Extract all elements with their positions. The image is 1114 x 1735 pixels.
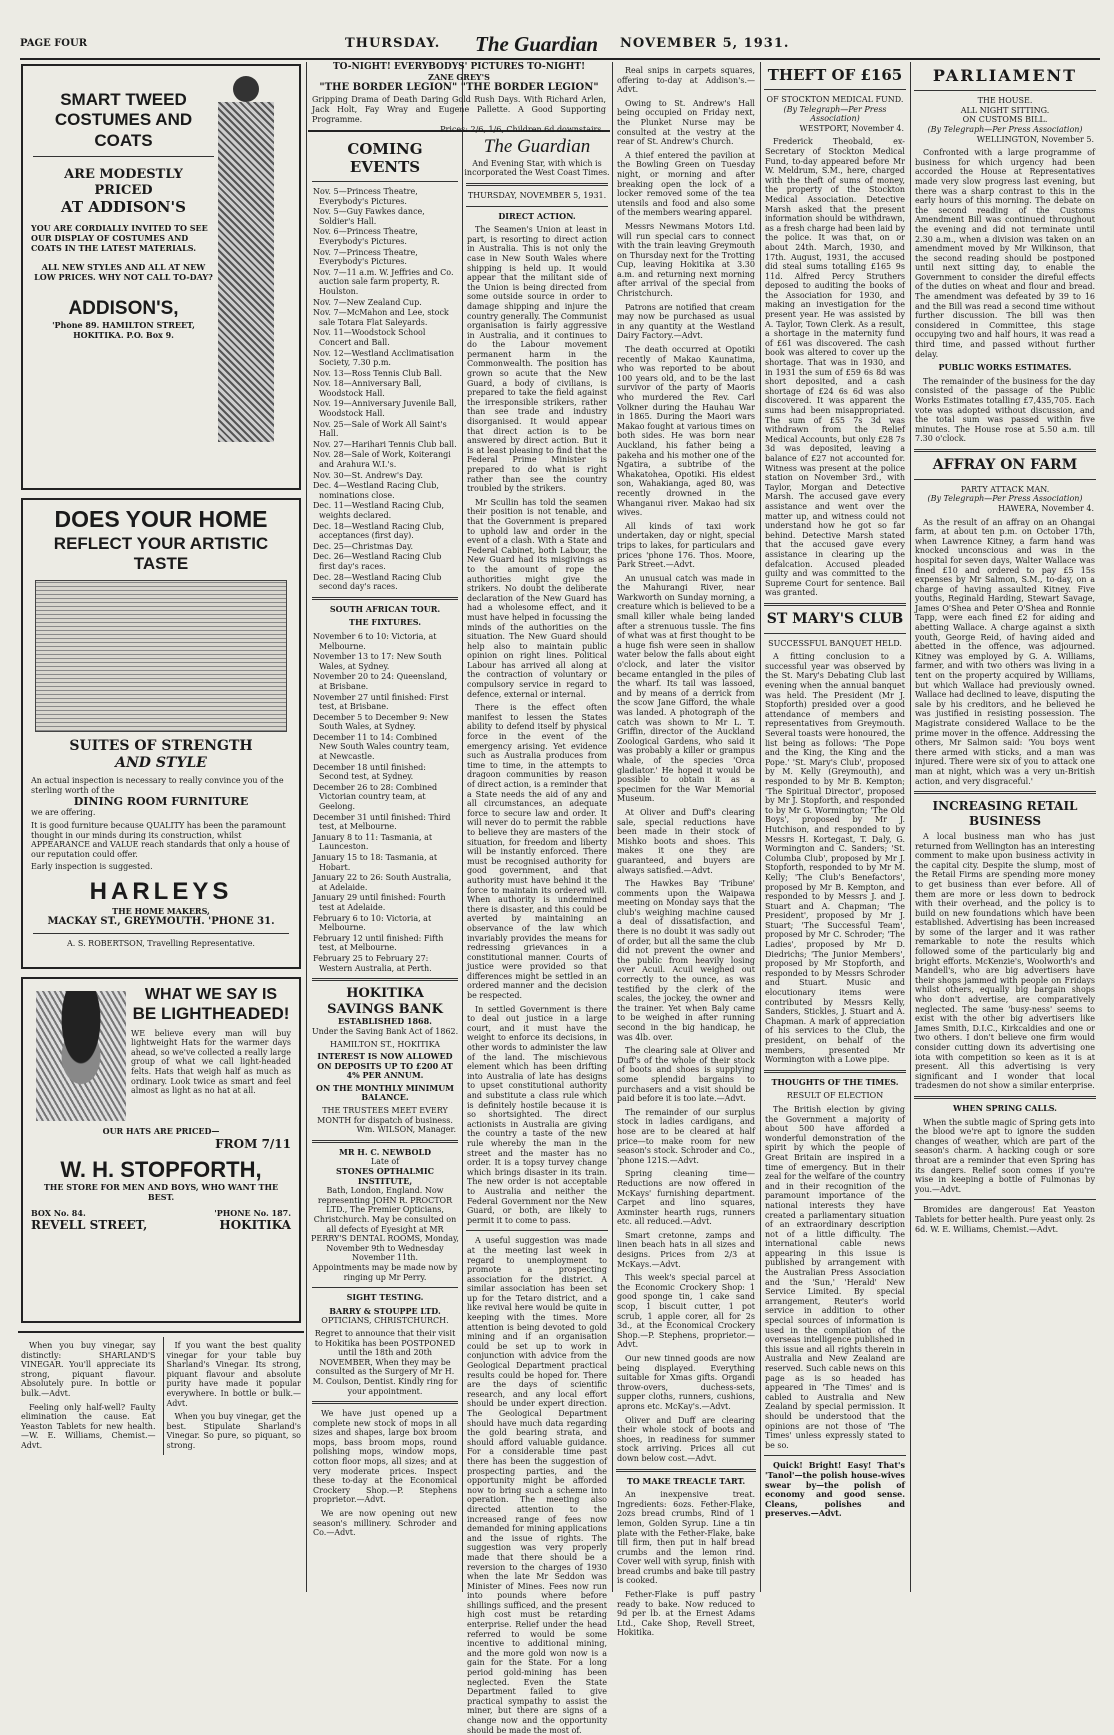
ad-body: WE believe every man will buy lightweight Hats for the warmer days ahead, so we've collected a really large group of what we call light-headed felts. Hats that weigh half as much as ordinary. Look twice as smart and feel almost as light as no hat at all. [131,1028,291,1096]
column-rule [910,62,911,1592]
stopforth-phone: 'PHONE No. 187. [214,1207,291,1218]
stopforth-tagline: THE STORE FOR MEN AND BOYS, WHO WANT THE BEST. [43,1182,279,1202]
st-marys-subheading: SUCCESSFUL BANQUET HELD. [768,638,902,648]
masthead-day: THURSDAY. [345,36,441,51]
ad-line: PRICED [94,182,153,198]
masthead [20,32,1100,60]
ad-title: WHAT WE SAY IS [144,986,278,1003]
event-item: Nov. 27—Harihari Tennis Club ball. [313,439,457,449]
fixture-item: November 13 to 17: New South Wales, at Sydney. [313,652,442,671]
telegraph-credit: (By Telegraph—Per Press Association) [927,124,1083,134]
ad-price-line: OUR HATS ARE PRICED— [102,1126,220,1136]
telegraph-credit: (By Telegraph—Per Press Association) [927,494,1083,504]
optic-institute: STONES OPTHALMIC INSTITUTE, [336,1166,434,1186]
bank-interest: INTEREST IS NOW ALLOWED ON DEPOSITS UP TO £200 AT 4% PER ANNUM. [317,1051,453,1081]
small-ad: If you want the best quality vinegar for your table buy Sharland's Vinegar. Its strong, piquant flavour and absolute purity have made it popular everywhere. In bottle or bulk.—Advt. [166,1341,301,1408]
sight-testing-heading: SIGHT TESTING. [346,1292,424,1303]
news-item: Messrs Newmans Motors Ltd. will run special cars to connect with the train leaving Greymouth on Thursday next for the Trotting Cup, leaving Hokitika at 3.30 a.m. and returning next morning after arrival of the special from Christchurch. [617,221,755,299]
column-events [310,132,460,1590]
editorial-paragraph: In settled Government is there to deal out justice in a large court, and it must have the weight to enforce its decisions, in other words to administer the law of the land. The mischievous element which has been drifting into Australia of late has designs to upset constitutional authority and substitute a class rule which is definitely hostile because it is so shortsighted. The direct actionists in Australia are giving the country a taste of the new rule whereby the man in the street and the master has no order. It is a topsy turvey change which brings disaster in its train. The new order is not acceptable to Australia and neither the Federal Government nor the New Guard, or both, are likely to permit it to come to pass. [467,1004,607,1225]
dateline: WELLINGTON, November 5. [976,134,1094,144]
news-item: Our new tinned goods are now being displayed. Everything suitable for Xmas gifts. Organdi throw-overs, duchess-sets, supper cloths, runners, cushions, aprons etc. McKay's.—Advt. [617,1354,755,1411]
parliament-sub: ON CUSTOMS BILL. [962,115,1048,125]
ad-body: ALL NEW STYLES AND ALL AT NEW LOW PRICES. WHY NOT CALL TO-DAY? [34,262,213,282]
ad-subtitle: DINING ROOM FURNITURE [73,795,249,809]
event-item: Nov. 30—St. Andrew's Day. [313,470,423,480]
ad-line: AT ADDISON'S [61,198,186,217]
bank-established: ESTABLISHED 1868. [338,1016,432,1027]
editorial-paragraph: A useful suggestion was made at the meeting last week in regard to unemployment to promote a prospecting association for the district. A similar association has been set up for the Tetaro district, and a like revival here would be quite in keeping with the times. More attention is being devoted to gold mining and if an organisation could be set up to work in conjunction with advice from the Geological Department practical results could be hoped for. There are the days of scientific research, and any local effort should be under expert direction. The Geological Department should have much data regarding the gold bearing strata, and should afford valuable guidance. For a considerable time past there has been the suggestion of prospecting parties, and the opportunity might be afforded now to bring such a scheme into operation. The meeting also directed attention to the increased range of fees now demanded for mining applications and the issue of rights. The suggestion was very properly made that there should be a reversion to the charges of 1930 when the late Mr Seddon was Minister of Mines. Fees now run into pounds where before shillings sufficed, and the present high cost must be retarding enterprise. Relief under the head referred to would be some incentive to additional mining, and the more gold won now is a gain for the State. For a long period gold-mining has been neglected. Even the State Department failed to give practical sympathy to assist the miner, but there are signs of a change now and the opportunity should be made the most of. [467,1236,607,1735]
news-item: An unusual catch was made in the Mahurangi River, near Warkworth on Sunday morning, a creature which is believed to be a small killer whale being landed after a strenuous tussle. The fins of what was at first thought to be a huge fish were seen in shallow water below the falls about eight o'clock, and later the visitor became entangled in the piles of the wharf. Its tail was lassoed, and by means of a derrick from the scow Jane Gifford, the whale was landed. A photograph of the catch was shown to Mr L. T. Griffin, director of the Auckland Zoological Gardens, who said it was probably a killer or grampus whale, of the species 'Orca gladiator.' He hoped it would be possible to obtain it as a specimen for the War Memorial Museum. [617,573,755,804]
ad-body: It is good furniture because QUALITY has been the paramount thought in our minds during its construction, whilst APPEARANCE and VALUE reach standards that only a house of our reputation could offer. [31,820,290,859]
sight-body: Regret to announce that their visit to Hokitika has been POSTPONED until the 18th and 20th NOVEMBER, When they may be consulted as the Surgery of Mr H. M. Coulson, Dentist. Kindly ring for your appointment. [312,1328,458,1396]
man-in-hat-illustration [31,985,131,1127]
sight-firm: BARRY & STOUPPE LTD. [329,1305,441,1316]
dining-room-illustration [35,580,287,732]
fixtures-heading: THE FIXTURES. [349,617,421,628]
page-number: PAGE FOUR [20,38,88,49]
ad-title: BE LIGHTHEADED! [132,1004,290,1024]
news-item: The Hawkes Bay 'Tribune' comments upon the Waipawa meeting on Monday says that the club's weighing machine caused a deal of dissatisfaction, and there is no doubt it was sadly out of order, but all the same the club did not prevent the owner and the public from heavily losing over Acuil. Acuil weighed out correctly to the ounce, as was testified by the clerk of the scales, the jockey, the owner and the trainer. Yet when Baly came to be weighed in after running second in the big handicap, he was 4lb. over. [617,879,755,1042]
works-heading: PUBLIC WORKS ESTIMATES. [938,362,1072,373]
editorial-paragraph: The Seamen's Union at least in part, is resorting to direct action in Australia. This is not only the case in New South Wales where shipping is held up. It would appear that the militant side of the Union is being directed from some outside source in order to damage shipping and injure the country generally. The Communist organisation is fairly aggressive in Australia, and it continues to do the Labour movement permanent harm in the Commonwealth. The position has grown so acute that the New Guard, a body of civilians, is prepared to take the field against the irresponsible strikers, rather than see trade and industry disorganised. It would appear that direct action is to be answered by direct action. But it is at least pleasing to find that the Federal Prime Minister is prepared to do what is right rather than see the country troubled by the strikers. [467,225,607,494]
column-local-news [614,62,758,1638]
stopforth-town: HOKITIKA [219,1218,291,1233]
event-item: Nov. 7—Princess Theatre, Everybody's Pictures. [313,247,418,267]
harleys-rep: A. S. ROBERTSON, Travelling Representative. [67,939,255,949]
spring-heading: WHEN SPRING CALLS. [953,1102,1057,1113]
parliament-sub: ALL NIGHT SITTING. [960,105,1050,115]
news-item: The remainder of our surplus stock in ladies cardigans, and hose are to be cleared at half price—to make room for new season's stock. Schroder and Co., 'phone 121S.—Advt. [617,1107,755,1165]
ad-line: ARE MODESTLY [64,167,183,183]
pictures-line: TO-NIGHT! EVERYBODYS' PICTURES TO-NIGHT! [332,62,586,72]
news-item: A thief entered the pavilion at the Bowling Green on Tuesday night, or morning and after breaking open the lock of a locker removed some of the tea utensils and food and also some of the members wearing apparel. [617,150,755,218]
fixture-item: January 29 until finished: Fourth test at Adelaide. [313,893,446,912]
stopforth-street: REVELL STREET, [31,1218,148,1233]
event-item: Dec. 11—Westland Racing Club, weights declared. [313,501,444,520]
event-item: Dec. 18—Westland Racing Club, acceptances (first day). [313,521,444,541]
harleys-address: MACKAY ST., GREYMOUTH. 'PHONE 31. [47,916,275,928]
fixture-item: December 5 to December 9: New South Wales, at Sydney. [313,712,449,732]
event-item: Nov. 5—Guy Fawkes dance, Soldier's Hall. [313,207,425,226]
spring-ad: When the subtle magic of Spring gets into the blood we're apt to ignore the sudden changes of weather, which are part of the season's charm. A hacking cough or sore throat are a reminder that even Spring has its dangers. Relief soon comes if you're wise in keeping a bottle of Fulmonas by you.—Advt. [915,1117,1095,1194]
news-item: Owing to St. Andrew's Hall being occupied on Friday next, the Plunket Nurse may be consulted at the vestry at the rear of St. Andrew's Church. [617,98,755,147]
news-item: The death occurred at Opotiki recently of Makao Kaunatima, who was reported to be about 100 years old, and to be the last survivor of the party of Maoris who murdered the Rev. Carl Volkner during the Hauhau War in 1865. During the Maori wars Makao fought at various times on both sides. He was born near Auckland, his father being a pakeha and his mother one of the Ngatira, a subtribe of the Whakatohea, Opotiki. His eldest son, Wahakianga, aged 80, was recently drowned in the Whanganui river. Makao had six wives. [617,345,755,518]
event-item: Nov. 12—Westland Acclimatisation Society, 7.30 p.m. [313,348,455,368]
st-marys-heading: ST MARY'S CLUB [766,610,904,627]
dateline: WESTPORT, November 4. [799,123,904,133]
bank-title: SAVINGS BANK [327,1001,443,1017]
fixture-item: December 11 to 14: Combined New South Wales country team, at Newcastle. [313,732,450,762]
parliament-heading: PARLIAMENT [932,66,1078,85]
editorial-logo: The Guardian [483,136,591,157]
editorial-subtitle: And Evening Star, with which is incorporated the West Coast Times. [464,158,610,178]
bank-trustees: THE TRUSTEES MEET EVERY MONTH for dispatch of business. [317,1106,453,1125]
fixtures-list [310,632,460,973]
millinery-notice: We are now opening out new season's millinery. Schroder and Co.—Advt. [313,1509,457,1538]
fixture-item: November 6 to 10: Victoria, at Melbourne. [313,631,437,651]
theft-story: Frederick Theobald, ex-Secretary of Stockton Medical Fund, to-day appeared before Mr W. Meldrum, S.M., here, charged with the theft of sums of money, the property of the Stockton Medical Association. Detective Marsh asked that the present information should be withdrawn, as a fresh charge had been laid by the police. It was that, on or about 24th. March, 1930, and 17th. August, 1931, the accused did steal sums totalling £165 9s 11d. Alfred Percy Struthers deposed to auditing the books of the Association for 1930, and making an investigation for the present year. He was assisted by A. Taylor, Town Clerk. As a result, a shortage in the maternity fund of £61 was discovered. The cash book was altered to cover up the shortage. That was in 1930, and in 1931 the sum of £59 6s 8d was short deposited, and a cash shortage of £24 6s 6d was also discovered. It was apparent the sums had been misappropriated. The sum of £55 7s 3d was withdrawn from the Relief Medical Accounts, but only £28 7s 3d was deposited, leaving a balance of £27 not accounted for. Witness was present at the police station on November 3rd., with Taylor, Morgan and Detective Marsh. The accused gave every assistance and went over the matter up, and witness could not understand how he got so far behind. Detective Marsh stated that the accused gave every assistance in clearing up the defalcation. Accused pleaded guilty and was committed to the Supreme Court for sentence. Bail was granted. [765,137,905,598]
event-item: Dec. 26—Westland Racing Club first day's races. [313,552,442,571]
fixture-item: December 31 until finished: Third test, at Melbourne. [313,812,451,832]
dateline: HAWERA, November 4. [998,503,1094,513]
ad-body: Early inspection is suggested. [31,862,153,872]
event-item: Dec. 4—Westland Racing Club, nominations close. [313,481,439,500]
column-rule [306,62,307,1592]
parliament-story: Confronted with a large programme of business for which urgency had been accorded the House at Representatives made very slow progress last evening, but there was a sharp contrast to this in the early hours of this morning. The debate on the second reading of the Customs Amendment Bill was continued throughout the evening and did not terminate until 2.30 a.m., when a division was taken on an amendment moved by Mr Wilkinson, that the second reading should be postponed until next sitting day, to enable the Government to consider the direful effects of the duties on wheat and flour and bread. The amendment was defeated by 39 to 16 and the Bill was read a second time without further discussion. The bill was then considered in Committee, this stage occupying two and half hours, it was read a third time, and passed without further delay. [915,148,1095,359]
event-item: Nov. 13—Ross Tennis Club Ball. [313,368,443,378]
tour-heading: SOUTH AFRICAN TOUR. [329,603,441,614]
lady-figure-illustration [211,76,281,466]
ad-title: COSTUMES AND [54,110,193,130]
parliament-sub: THE HOUSE. [977,96,1033,106]
news-item: Patrons are notified that cream may now be purchased as usual in any quantity at the Westland Dairy Factory.—Advt. [617,302,755,341]
ad-title: DOES YOUR HOME [54,506,268,532]
news-item: Real snips in carpets squares, offering to-day at Addison's.—Advt. [617,66,755,95]
fixture-item: January 22 to 26: South Australia, at Adelaide. [313,873,452,892]
pictures-body: Gripping Drama of Death Daring Gold Rush Days. With Richard Arlen, Jack Holt, Fay Wray and Eugene Pallette. A Good Supporting Programme. [312,95,606,124]
optic-appointments: Appointments may be made now by ringing up Mr Perry. [312,1262,458,1282]
bank-title: HOKITIKA [346,986,424,1002]
news-item: All kinds of taxi work undertaken, day or night, special trips to lakes, for particulars and prices 'phone 176. Thos. Moore, Park Street.—Advt. [617,521,755,570]
column-ads [18,62,304,1592]
column-theft-club [762,62,908,1592]
ad-title: TASTE [133,553,189,573]
thoughts-subheading: RESULT OF ELECTION [786,1091,884,1101]
pictures-title: "THE BORDER LEGION" "THE BORDER LEGION" [319,82,599,94]
affray-story: As the result of an affray on an Ohangai farm, at about ten p.m. on October 17th, when Lawrence Kitney, a farm hand was knocked unconscious and was in the hospital for seven days, Walter Wallace was fined £10 and ordered to pay £5 15s expenses by Mr Salmon, S.M., to-day, on a charge of having assaulted Kitney. Five youths, Reginald Harding, Stewart Savage, James O'Shea and Peter O'Shea and Ronnie Tapp, were each fined £2 for aiding and abetting Wallace. A charge against a sixth youth, George Reid, of having aided and abetted in the offence, was adjourned. Kitney was employed by G. A. Williams, farmer, and with two others was living in a tent on the property acquired by Williams, but which Wallace had previously owned. Wallace had declined to leave, disputing the sale by his creditors, and he believed he was justified in resisting possession. The Magistrate considered Wallace to be the prime mover in the offence. Addressing the others, Mr Salmon said: 'You boys went there armed with sticks, and a man was injured. There were six of you to attack one man at night, which was a very un-British action, and very disgraceful.' [915,517,1095,786]
thoughts-heading: THOUGHTS OF THE TIMES. [771,1076,899,1087]
news-item: Smart cretonne, zamps and linen beach hats in all sizes and designs. Prices from 2/3 at McKays.—Advt. [617,1230,755,1269]
bank-address: HAMILTON ST., HOKITIKA [329,1039,441,1049]
news-item: Spring cleaning time—Reductions are now offered in McKays' furnishing department. Carpet and lino squares, Axminster hearth rugs, runners etc. all reduced.—Advt. [617,1169,755,1227]
theft-subheading: OF STOCKTON MEDICAL FUND. [766,95,904,104]
sight-sub: OPTICIANS, CHRISTCHURCH. [321,1316,449,1326]
st-marys-story: A fitting conclusion to a successful year was observed by the St. Mary's Debating Club last evening when the annual banquet was held. The President (Mr J. Stopforth) presided over a good attendance of members and representatives from Greymouth. Several toasts were honoured, the list being as follows: 'The Pope and the King, the King and the Pope.' 'St. Mary's Club', proposed by M. Kelly (Greymouth), and responded to by Mr B. Kempton; 'The Spiritual Director', proposed by Mr J. Stopforth, and responded to by Mr G. Wormington; 'The Old Boys', proposed by Mr J. Hutchison, and responded to by Messrs H. Kortegast, T. Daly, G. Wormington and C. Sanders; 'St. Columba Club', proposed by Mr J. Stopforth, responded to by Mr M. Kelly; 'The Club's Benefactors', proposed by Mr B. Kempton, and responded to by Messrs J. and J. Stuart and A. Chapman; 'The President', proposed by Mr J. Stuart; 'The Successful Team', proposed by Mr C. Schroder; 'The Ladies', proposed by Mr D. Diedrichs; 'The Junior Members', proposed by Mr Stopforth, and responded to by Messrs Schroder and Stuart. Music and elocutionary items were contributed by Messrs Kelly, Sanders, Stickles, J. Stuart and A. Chapman. A mark of appreciation of his services to the Club, the president, on behalf of the members, presented Mr Wormington with a Lowe pipe. [765,652,905,1065]
addisons-address: 'Phone 89. HAMILTON STREET, HOKITIKA. P.O. Box 9. [52,320,195,340]
addisons-name: ADDISON'S, [68,298,179,320]
news-item: Oliver and Duff are clearing their whole stock of boots and shoes, in readiness for summer stock arriving. Prices all cut down below cost.—Advt. [617,1415,755,1463]
thoughts-story: The British election by giving the Government a majority of about 500 have afforded a wonderful demonstration of the spirit by which the people of Great Britain are inspired in a time of emergency. But in their zeal for the welfare of the country and in their recognition of the paramount importance of the national interests they have created a parliamentary situation of an extraordinary description not of a little difficulty. The international cable news appearing in this issue is published by arrangement with the Australian Press Association and the 'Sun,' 'Herald' New Service Limited. By special arrangement, Reuter's world service in addition to other special sources of information is used in the compilation of the overseas intelligence published in this issue and all rights therein in Australia and New Zealand are reserved. Such cable news on this page as is so headed has appeared in 'The Times' and is cabled to Australia and New Zealand by special permission. It should be understood that the opinions are not those of 'The Times' unless expressly stated to be so. [765,1104,905,1450]
event-item: Nov. 6—Princess Theatre, Everybody's Pictures. [313,227,418,246]
ad-title: SMART TWEED [60,90,187,109]
event-item: Nov. 19—Anniversary Juvenile Ball, Woodstock Hall. [313,399,457,419]
affray-heading: AFFRAY ON FARM [932,456,1078,473]
pictures-line: ZANE GREY'S [428,71,490,82]
ad-subtitle: AND STYLE [115,755,207,772]
retail-heading: INCREASING RETAIL BUSINESS [932,799,1078,828]
affray-subheading: PARTY ATTACK MAN. [960,484,1050,494]
small-ad: When you buy vinegar, get the best. Stipulate Sharland's Vinegar. So pure, so piquant, so strong. [166,1412,301,1450]
stopforth-name: W. H. STOPFORTH, [60,1156,262,1182]
masthead-logo: The Guardian [475,32,599,56]
fixture-item: December 18 until finished: Second test, at Sydney. [313,762,426,782]
pictures-banner [308,62,610,135]
ad-price: FROM 7/11 [215,1136,291,1151]
event-item: Nov. 18—Anniversary Ball, Woodstock Hall. [313,379,422,398]
column-rule [462,62,463,1592]
column-parliament [912,62,1098,1592]
pictures-prices: Prices: 2/6, 1/6, Children 6d downstairs. [440,125,604,135]
ad-title: COATS [94,130,153,150]
optic-late: Late of [370,1157,400,1167]
news-item: This week's special parcel at the Economic Crockery Shop: 1 good sponge tin, 1 cake sand scop, 1 biscuit cutter, 1 pot scrub, 1 apple corer, all for 2s 3d., at the Economical Crockery Shop.—P. Stephens, proprietor.—Advt. [617,1273,755,1350]
small-ad: When you buy vinegar, say distinctly: SHARLAND'S VINEGAR. You'll appreciate its strong, piquant flavour. Absolutely pure. In bottle or bulk.—Advt. [21,1341,156,1398]
event-item: Nov. 11—Woodstock School Concert and Ball. [313,328,426,347]
event-item: Dec. 28—Westland Racing Club second day's races. [313,572,442,592]
event-item: Nov. 5—Princess Theatre, Everybody's Pictures. [313,187,418,206]
telegraph-credit: (By Telegraph—Per Press Association) [783,104,887,124]
news-item: At Oliver and Duff's clearing sale, special reductions have been made in their stock of Mishko boots and shoes. This makes it one they are guaranteed, and buyers are always satisfied.—Advt. [617,807,755,875]
theft-heading: THEFT OF £165 [767,66,903,84]
bank-manager: Wm. WILSON, Manager. [356,1125,456,1135]
fixture-item: November 27 until finished: First test, at Brisbane. [313,692,449,712]
fixture-item: November 20 to 24: Queensland, at Brisbane. [313,672,448,691]
optic-body: Bath, London, England. Now representing JOHN R. PROCTOR LTD., The Premier Opticians, Christchurch. May be consulted on all defects of Eyesight at MR PERRY'S DENTAL ROOMS, Monday, November 9th to Wednesday November 11th. [311,1186,459,1263]
column-rule [760,62,761,1592]
editorial-date: THURSDAY, NOVEMBER 5, 1931. [467,190,607,200]
stopforth-box: BOX No. 84. [31,1207,86,1218]
news-item: The clearing sale at Oliver and Duff's of the whole of their stock of boots and shoes is supplying some splendid bargains to purchasers and a visit should be paid before it is too late.—Advt. [617,1046,755,1104]
ad-title: REFLECT YOUR ARTISTIC [53,533,269,553]
coming-events-heading: COMING EVENTS [347,140,423,176]
small-ads-row [18,1331,304,1455]
treacle-heading: TO MAKE TREACLE TART. [626,1475,746,1486]
fixture-item: December 26 to 28: Combined Victorian country team, at Geelong. [313,782,438,812]
editorial-paragraph: There is the effect often manifest to lessen the States ability to defend itself by physical force in the event of the emergency arising. Yet evidence such as Australia produces from time to time, in the attempts to dragoon communities by reason of direct action, is a reminder that a State needs the aid of any and all circumstances, an adequate force to secure law and order. It will never do to permit the rabble to believe they are masters of the situation, for freedom and liberty will be instantly enforced. There must be recognised authority for good government, and that authority must have behind it the force to maintain its ordered will. When authority is undermined there is disaster, and this could be averted by maintaining an observance of the law which invariably provides the means for redressing grievances in a constitutional manner. Courts of justice were provided so that differences might be settled in an ordered manner and the decision be respected. [467,703,607,1001]
ad-body: YOU ARE CORDIALLY INVITED TO SEE OUR DISPLAY OF COSTUMES AND COATS IN THE LATEST MATERIALS. [31,223,208,253]
tanol-ad: Quick! Bright! Easy! That's 'Tanol'—the polish house-wives swear by—the polish of economy and good sense. Cleans, polishes and preserves.—Advt. [765,1460,905,1519]
harleys-name: HARLEYS [89,877,233,905]
editorial-paragraph: Mr Scullin has told the seamen their position is not tenable, and that the Government is prepared to uphold law and order in the event of a clash. With a State and Federal Cabinet, both Labour, the New Guard had its misgivings as to the amount of rope the authorities might give the strikers. No doubt the deliberate declaration of the New Guard has had a wholesome effect, and it must have helped in focussing the minds of the authorities on the situation. The New Guard should help also to maintain public opinion on right lines. Political Labour has arrived all along at the contraction of voluntary or compulsory service in regard to defence, external or internal. [467,497,607,699]
works-story: The remainder of the business for the day consisted of the passage of the Public Works Estimates totalling £7,435,705. Each vote was adopted without discussion, and the total sum was passed within five minutes. The House rose at 5.50 a.m. till 7.30 o'clock. [915,376,1095,444]
ad-body: An actual inspection is necessary to really convince you of the sterling worth of the [31,775,284,795]
ad-body: we are offering. [31,808,96,818]
retail-story: A local business man who has just returned from Wellington has an interesting comment to make upon business activity in the capital city. Despite the slump, most of the Retail Firms are spending more money to get business than ever before. All of them are more or less down to bedrock with their overhead, and the policy is to build on new foundations which have been established. Advertising has been increased by some of the larger and it was rather remarkable to note the results which followed some of the particularly big and bright efforts. McKenzie's, Woolworth's and Mandell's, who are big advertisers have their shops jammed with people on Fridays whilst others, equally big bargain shops who don't advertise, are comparatively neglected. The same 'busy-ness' seems to exist with the other big advertisers like James Smith, D.I.C., Kirkcaldies and one or two others. I don't believe one firm would consider cutting down its advertising one iota with competition so keen as it is at present. All this advertising is very significant and I wonder that local tradesmen do not show a similar enterprise. [915,831,1095,1091]
bank-act: Under the Saving Bank Act of 1862. [311,1026,459,1036]
editorial-heading: DIRECT ACTION. [498,210,576,221]
addisons-ad [21,64,301,490]
ad-subtitle: SUITES OF STRENGTH [69,738,253,755]
event-item: Nov. 7—New Zealand Cup. [313,297,422,307]
small-ad: Feeling only half-well? Faulty elimination the cause. Eat Yeaston Tablets for new health.—W. E. Williams, Chemist.—Advt. [21,1402,156,1450]
bromides-ad: Bromides are dangerous! Eat Yeaston Tablets for better health. Pure yeast only. 2s 6d. W. E. Williams, Chemist.—Advt. [915,1205,1095,1234]
harleys-tagline: THE HOME MAKERS, [112,905,210,916]
mops-notice: We have just opened up a complete new stock of mops in all sizes and shapes, large box broom mops, bass broom mops, round polishing mops, window mops, cotton floor mops, all sizes; and at very moderate prices. Inspect these to-day at the Economical Crockery Shop.—P. Stephens proprietor.—Advt. [313,1409,457,1505]
coming-events-list [310,187,460,592]
fixture-item: February 25 to February 27: Western Australia, at Perth. [313,953,432,973]
masthead-date: NOVEMBER 5, 1931. [620,36,790,51]
stopforth-ad [21,977,301,1323]
fetherflake-ad: Fether-Flake is puff pastry ready to bake. Now reduced to 9d per lb. at the Ernest Adams Ltd., Cake Shop, Revell Street, Hokitika. [617,1590,755,1638]
fixture-item: February 6 to 10: Victoria, at Melbourne. [313,913,432,933]
column-editorial [464,132,610,1735]
fixture-item: January 8 to 11: Tasmania, at Launceston. [313,832,433,852]
event-item: Dec. 25—Christmas Day. [313,541,414,551]
event-item: Nov. 7—McMahon and Lee, stock sale Totara Flat Saleyards. [313,308,449,327]
column-rule [612,62,613,1592]
fixture-item: February 12 until finished: Fifth test, at Melbourne. [313,933,444,953]
event-item: Nov. 25—Sale of Work All Saint's Hall. [313,419,447,439]
bank-balance: ON THE MONTHLY MINIMUM BALANCE. [315,1082,455,1103]
optic-name: MR H. C. NEWBOLD [338,1146,432,1157]
fixture-item: January 15 to 18: Tasmania, at Hobart. [313,853,438,872]
event-item: Nov. 28—Sale of Work, Koiterangi and Arahura W.I.'s. [313,450,451,470]
event-item: Nov. 7—11 a.m. W. Jeffries and Co. auction sale farm property, R. Houlston. [313,267,454,296]
treacle-recipe: An inexpensive treat. Ingredients: 6ozs. Fether-Flake, 2ozs bread crumbs, Rind of 1 lemon, Golden Syrup. Line a tin plate with the Fether-Flake, bake till firm, then put in half bread crumbs and the lemon rind. Cover well with syrup, finish with bread crumbs and bake till pastry is cooked. [617,1490,755,1586]
harleys-ad [21,498,301,969]
